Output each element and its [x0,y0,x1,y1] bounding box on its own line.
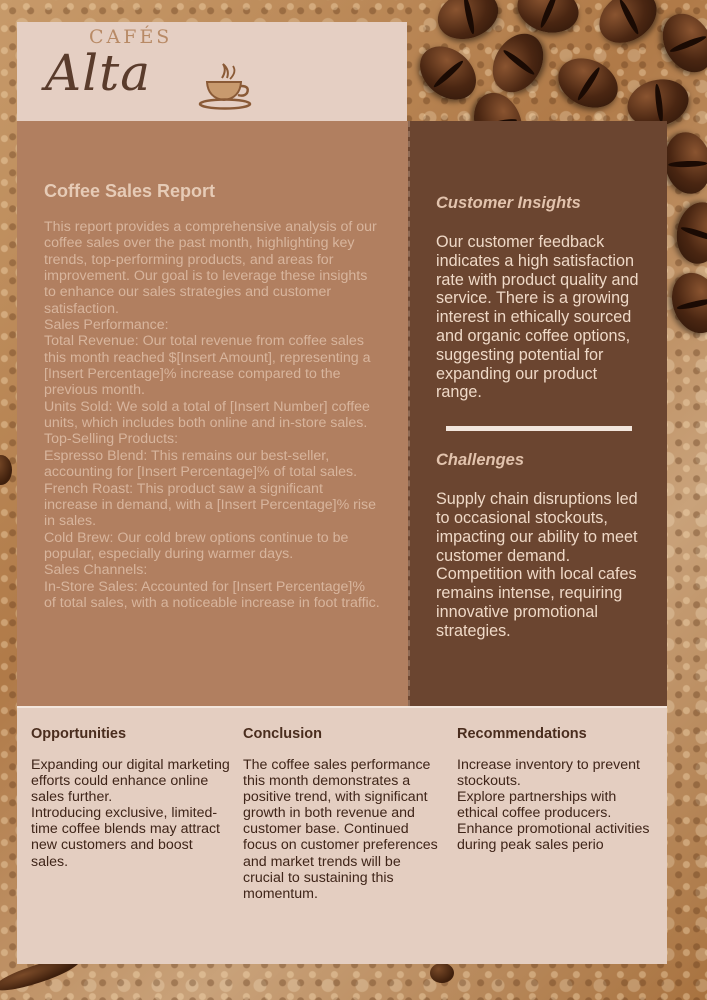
opportunities-heading: Opportunities [31,726,127,742]
report-title: Coffee Sales Report [44,181,216,201]
report-paragraph: This report provides a comprehensive analysis of our coffee sales over the past month, highlighting key trends, top-performing products, and areas for improvement. Our goal is to leverage these insights to enhance our sales strategies and customer satisfaction. [44,219,377,317]
opportunities-line: Introducing exclusive, limited-time coffee blends may attract new customers and boost sales. [31,805,220,870]
report-paragraph: Espresso Blend: This remains our best-seller, accounting for [Insert Percentage]% of total sales. [44,447,358,481]
logo-panel [17,22,407,121]
report-paragraph: Total Revenue: Our total revenue from coffee sales this month reached $[Insert Amount], representing a [Insert Percentage]% increase compared to the previous month. [44,333,371,399]
recommendations-body [457,757,653,854]
report-paragraph: Sales Performance: [44,317,169,334]
coffee-bean-decoration [0,455,12,485]
challenges-body: Supply chain disruptions led to occasional stockouts, impacting our ability to meet customer demand. Competition with local cafes remains intense, requiring innovative promotional strategies. [436,490,638,640]
customer-insights-heading: Customer Insights [436,194,581,212]
report-paragraph: Units Sold: We sold a total of [Insert Number] coffee units, which includes both online and in-store sales. [44,398,370,432]
report-paragraph: Top-Selling Products: [44,431,179,448]
report-panel [17,121,408,706]
recommendations-column [457,726,653,854]
coffee-bean-decoration [430,963,454,983]
insights-panel [408,121,667,706]
conclusion-body: The coffee sales performance this month demonstrates a positive trend, with significant growth in both revenue and customer base. Continued focus on customer preferences and market trends will be crucial to sustaining this momentum. [243,757,438,902]
report-paragraph: In-Store Sales: Accounted for [Insert Percentage]% of total sales, with a noticeable increase in foot traffic. [44,578,380,611]
report-paragraph: French Roast: This product saw a significant increase in demand, with a [Insert Percentage]% rise in sales. [44,480,376,530]
customer-insights-body: Our customer feedback indicates a high satisfaction rate with product quality and service. There is a growing interest in ethically sourced and organic coffee options, suggesting potential for expanding our product range. [436,233,639,402]
challenges-section [436,451,647,640]
recommendations-line: Increase inventory to prevent stockouts. [457,757,640,790]
divider [446,426,632,431]
conclusion-heading: Conclusion [243,726,322,742]
report-paragraph: Cold Brew: Our cold brew options continue to be popular, especially during warmer days. [44,529,349,562]
opportunities-line: Expanding our digital marketing efforts could enhance online sales further. [31,757,230,806]
opportunities-column [31,726,231,870]
recommendations-heading: Recommendations [457,726,587,742]
opportunities-body [31,757,231,870]
report-body [44,219,380,611]
coffee-cup-icon [197,60,257,112]
recommendations-line: Enhance promotional activities during peak sales perio [457,821,650,854]
conclusion-column [243,726,441,902]
bottom-panel [17,706,667,964]
logo-script-text: Alta [45,44,152,102]
logo-top-text: CAFÉS [89,26,173,48]
challenges-heading: Challenges [436,451,525,470]
recommendations-line: Explore partnerships with ethical coffee producers. [457,789,617,822]
report-paragraph: Sales Channels: [44,562,148,579]
